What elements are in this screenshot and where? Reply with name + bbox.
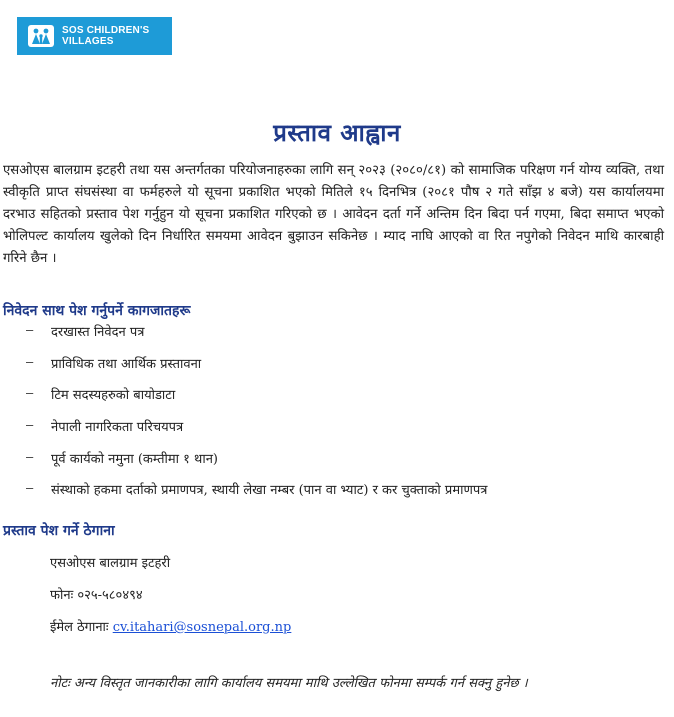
- document-item: प्राविधिक तथा आर्थिक प्रस्तावना: [51, 356, 202, 372]
- address-heading: प्रस्ताव पेश गर्ने ठेगाना: [3, 523, 115, 539]
- list-item: [26, 354, 487, 386]
- address-email-row: [50, 617, 291, 635]
- footer-note: नोटः अन्य विस्तृत जानकारीका लागि कार्यालय समयमा माथि उल्लेखित फोनमा सम्पर्क गर्न सक्नु हुनेछ ।: [50, 676, 528, 691]
- document-item: नेपाली नागरिकता परिचयपत्र: [51, 420, 184, 436]
- document-item: पूर्व कार्यको नमुना (कम्तीमा १ थान): [51, 451, 219, 467]
- documents-list: [26, 322, 487, 512]
- email-label: ईमेल ठेगानाः: [50, 620, 109, 635]
- document-item: दरखास्त निवेदन पत्र: [51, 325, 145, 340]
- dash-bullet: –: [26, 480, 34, 496]
- logo-line-2: VILLAGES: [62, 36, 114, 47]
- documents-heading: निवेदन साथ पेश गर्नुपर्ने कागजातहरू: [3, 303, 191, 319]
- email-link[interactable]: cv.itahari@sosnepal.org.np: [112, 620, 292, 635]
- document-item: टिम सदस्यहरुको बायोडाटा: [51, 388, 176, 404]
- sos-logo: [17, 17, 172, 55]
- list-item: [26, 385, 487, 417]
- address-phone: फोनः ०२५-५८०४९४: [50, 588, 143, 603]
- dash-bullet: –: [26, 448, 34, 464]
- logo-line-1: SOS CHILDREN'S: [62, 25, 150, 36]
- page-title: प्रस्ताव आह्वान: [273, 118, 401, 147]
- dash-bullet: –: [26, 322, 34, 337]
- intro-paragraph: एसओएस बालग्राम इटहरी तथा यस अन्तर्गतका परियोजनाहरुका लागि सन् २०२३ (२०८०/८१) को सामाजिक परिक्षण गर्न योग्य व्यक्ति, तथा स्वीकृति प्राप्त संघसंस्था वा फर्महरुले यो सूचना प्रकाशित भएको मितिले १५ दिनभित्र (२०८१ पौष २ गते साँझ ४ बजे) यस कार्यालयमा दरभाउ सहितको प्रस्ताव पेश गर्नुहुन यो सूचना प्रकाशित गरिएको छ । आवेदन दर्ता गर्ने अन्तिम दिन बिदा पर्न गएमा, बिदा समाप्त भएको भोलिपल्ट कार्यालय खुलेको दिन निर्धारित समयमा आवेदन बुझाउन सकिनेछ । म्याद नाघि आएको वा रित नपुगेको निवेदन माथि कारबाही गरिने छैन ।: [3, 163, 664, 266]
- logo-wordmark: [62, 25, 149, 47]
- dash-bullet: –: [26, 417, 34, 433]
- list-item: [26, 417, 487, 449]
- dash-bullet: –: [26, 353, 34, 369]
- children-family-icon: [28, 25, 54, 47]
- list-item: [26, 322, 487, 354]
- address-org: एसओएस बालग्राम इटहरी: [50, 556, 171, 571]
- dash-bullet: –: [26, 385, 34, 401]
- list-item: [26, 480, 487, 512]
- list-item: [26, 449, 487, 481]
- document-item: संस्थाको हकमा दर्ताको प्रमाणपत्र, स्थायी लेखा नम्बर (पान वा भ्याट) र कर चुक्ताको प्रमाणपत्र: [51, 483, 488, 499]
